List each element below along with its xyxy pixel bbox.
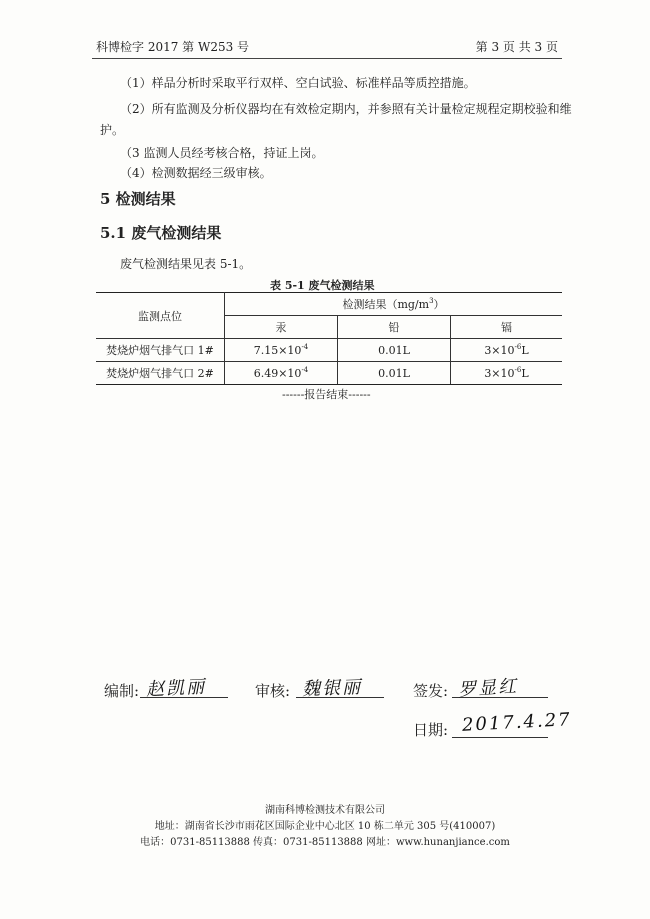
row-mercury: $7.15\times 10^{-4}$ [225, 339, 338, 362]
row-cadmium: $3\times 10^{-6}L$ [451, 362, 563, 385]
table-caption: 表 5-1 废气检测结果 [270, 279, 375, 292]
reviewer-label: 审核: [255, 682, 291, 700]
footer-address: 地址：湖南省长沙市雨花区国际企业中心北区 10 栋二单元 305 号(410007) [154, 821, 496, 832]
compiler-label: 编制: [104, 682, 140, 700]
row-point: 焚烧炉烟气排气口 2# [96, 362, 225, 385]
table-row [96, 362, 562, 385]
row-mercury: $6.49\times 10^{-4}$ [225, 362, 338, 385]
page-info: 第 3 页 共 3 页 [475, 40, 558, 54]
table-row [96, 339, 562, 362]
reviewer-signature: 魏银丽 [301, 676, 363, 701]
paragraph-qa-2: （2）所有监测及分析仪器均在有效检定期内，并参照有关计量检定规程定期校验和维 [120, 102, 572, 116]
date-line [452, 737, 548, 738]
results-table [96, 292, 562, 385]
row-lead: 0.01L [338, 362, 451, 385]
paragraph-qa-2-cont: 护。 [100, 123, 125, 137]
compiler-signature: 赵凯丽 [145, 676, 207, 701]
section-5-1-heading: 5.1 废气检测结果 [100, 224, 222, 242]
approver-signature: 罗显红 [457, 675, 519, 702]
header-monitoring-point: 监测点位 [96, 293, 225, 339]
report-end-note: ------报告结束------ [282, 388, 371, 401]
approver-label: 签发: [413, 682, 449, 700]
header-lead: 铅 [338, 316, 451, 339]
date-handwritten: 2017.4.27 [461, 709, 573, 736]
row-cadmium: $3\times 10^{-6}L$ [451, 339, 563, 362]
row-lead: 0.01L [338, 339, 451, 362]
header-results: 检测结果$(mg/m^3)$ [225, 293, 563, 316]
header-cadmium: 镉 [451, 316, 563, 339]
row-point: 焚烧炉烟气排气口 1# [96, 339, 225, 362]
section-5-1-intro: 废气检测结果见表 5-1。 [120, 257, 252, 271]
paragraph-qa-1: （1）样品分析时采取平行双样、空白试验、标准样品等质控措施。 [120, 76, 476, 90]
paragraph-qa-4: （4）检测数据经三级审核。 [120, 166, 272, 180]
document-number: 科博检字 2017 第 W253 号 [96, 40, 250, 54]
header-rule [92, 58, 562, 59]
footer-contact: 电话：0731-85113888 传真：0731-85113888 网址：www.hunanjiance.com [140, 837, 510, 848]
header-mercury: 汞 [225, 316, 338, 339]
date-label: 日期: [413, 721, 449, 739]
paragraph-qa-3: （3 监测人员经考核合格，持证上岗。 [120, 146, 324, 160]
section-5-heading: 5 检测结果 [100, 190, 176, 208]
footer-company: 湖南科博检测技术有限公司 [265, 805, 385, 816]
